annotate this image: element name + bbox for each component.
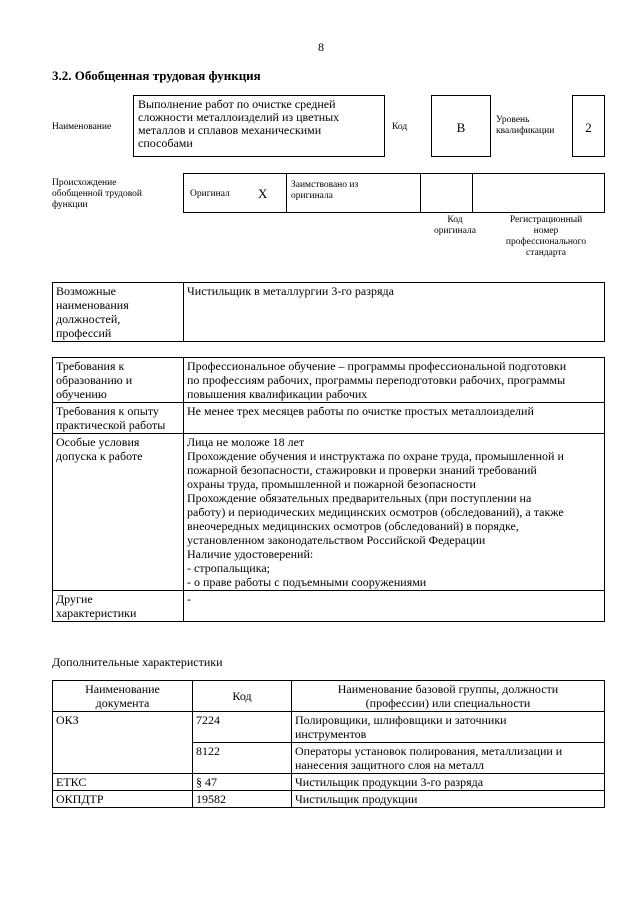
- row-name: Операторы установок полирования, металлизации и нанесения защитного слоя на металл: [292, 743, 605, 774]
- origin-table: [183, 173, 605, 213]
- original-mark: X: [258, 186, 268, 201]
- row-name: Чистильщик продукции: [292, 791, 605, 808]
- row-doc: ЕТКС: [53, 774, 193, 791]
- level-label: Уровень квалификации: [496, 115, 555, 136]
- level-value-text: 2: [585, 120, 592, 135]
- col-name-header: Наименование базовой группы, должности (профессии) или специальности: [292, 681, 605, 712]
- requirements-row: [53, 358, 605, 403]
- original-label: Оригинал: [190, 189, 230, 199]
- additional-header-row: [53, 681, 605, 712]
- name-label: Наименование: [52, 122, 112, 132]
- req-conditions-value: Лица не моложе 18 лет Прохождение обучения и инструктажа по охране труда, промышленной и пожарной безопасности, стажировки и проверки знаний требований охраны труда, промышленной и пожарной безопасности Прохождение обязательных предварительных (при поступлении на работу) и периодических медицинских осмотров (обследований), а также внеочередных медицинских осмотров (обследований) в порядке, установленном законодательством Российской Федерации Наличие удостоверений: - стропальщика; - о праве работы с подъемными сооружениями: [184, 434, 605, 591]
- col-code-header: Код: [193, 681, 292, 712]
- row-code: § 47: [193, 774, 292, 791]
- req-experience-value: Не менее трех месяцев работы по очистке простых металлоизделий: [184, 403, 605, 434]
- name-value: Выполнение работ по очистке средней сложности металлоизделий из цветных металлов и сплавов механическими способами: [133, 95, 385, 157]
- table-row: [53, 774, 605, 791]
- col-doc-header: Наименование документа: [53, 681, 193, 712]
- additional-table: [52, 680, 605, 808]
- req-conditions-label: Особые условия допуска к работе: [53, 434, 184, 591]
- code-value: [431, 95, 491, 157]
- req-other-value: -: [184, 591, 605, 622]
- row-doc: ОКПДТР: [53, 791, 193, 808]
- additional-title: Дополнительные характеристики: [52, 655, 223, 669]
- row-code: 19582: [193, 791, 292, 808]
- positions-label: Возможные наименования должностей, профессий: [53, 283, 184, 342]
- row-name: Полировщики, шлифовщики и заточники инструментов: [292, 712, 605, 743]
- table-row: [53, 791, 605, 808]
- positions-value: Чистильщик в металлургии 3-го разряда: [184, 283, 605, 342]
- table-row: [53, 712, 605, 743]
- req-education-label: Требования к образованию и обучению: [53, 358, 184, 403]
- positions-table: [52, 282, 605, 342]
- code-label: Код: [392, 122, 408, 132]
- code-value-text: В: [456, 120, 466, 135]
- page-number: 8: [318, 40, 324, 54]
- reg-number-caption: Регистрационный номер профессионального стандарта: [505, 215, 587, 258]
- req-education-value: Профессиональное обучение – программы профессиональной подготовки по профессиям рабочих, программы переподготовки рабочих, программы повышения квалификации рабочих: [184, 358, 605, 403]
- row-name: Чистильщик продукции 3-го разряда: [292, 774, 605, 791]
- requirements-row: [53, 403, 605, 434]
- code-original-caption: Код оригинала: [434, 215, 476, 236]
- req-experience-label: Требования к опыту практической работы: [53, 403, 184, 434]
- requirements-table: [52, 357, 605, 622]
- section-title: 3.2. Обобщенная трудовая функция: [52, 68, 261, 83]
- row-code: 8122: [193, 743, 292, 774]
- row-code: 7224: [193, 712, 292, 743]
- requirements-row: [53, 591, 605, 622]
- origin-label: Происхождение обобщенной трудовой функции: [52, 178, 142, 210]
- req-other-label: Другие характеристики: [53, 591, 184, 622]
- row-doc: ОКЗ: [53, 712, 193, 774]
- level-value: [572, 95, 605, 157]
- borrowed-label: Заимствовано из оригинала: [291, 180, 359, 201]
- requirements-row: [53, 434, 605, 591]
